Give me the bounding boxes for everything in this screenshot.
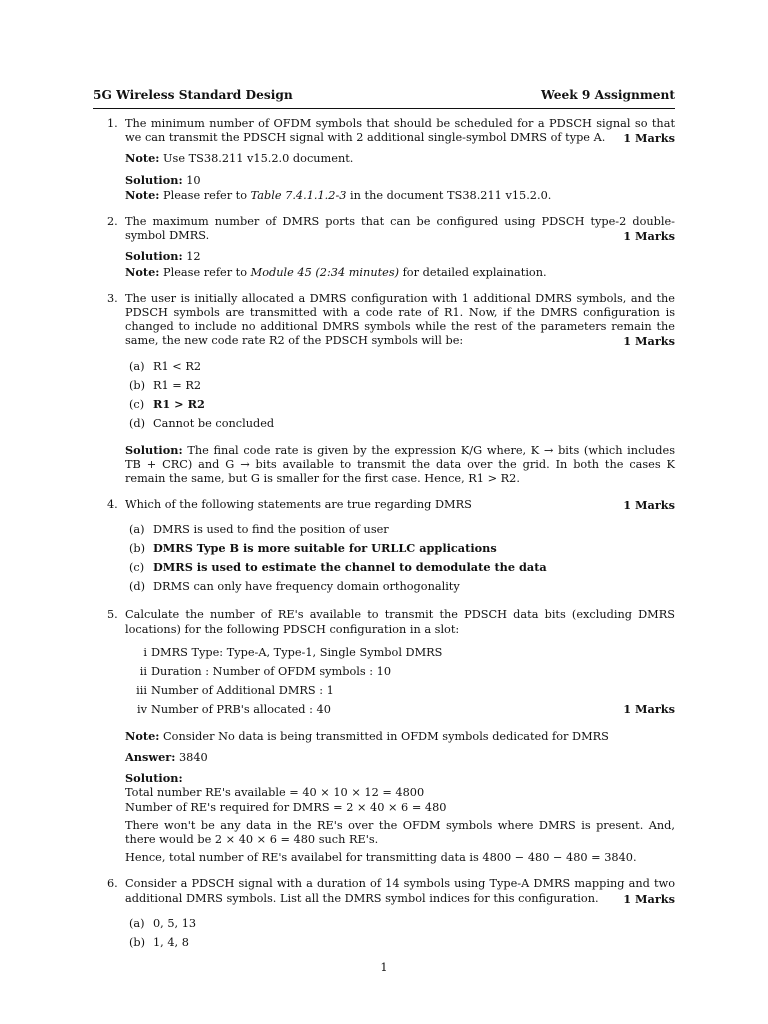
- solution: Solution: 12 Note: Please refer to Module 45 (2:34 minutes) for detailed explaination.: [125, 249, 547, 279]
- config-item-3: iii Number of Additional DMRS : 1: [136, 683, 334, 697]
- answer: Answer: 3840: [125, 750, 208, 765]
- option-a: (a) R1 < R2: [129, 359, 202, 373]
- question-number: 3.: [107, 291, 118, 305]
- module-reference: Module 45 (2:34 minutes): [250, 265, 400, 279]
- question-3: [93, 292, 675, 486]
- question-number: 4.: [107, 498, 118, 512]
- page-number: 1: [380, 961, 388, 974]
- assignment-title: Week 9 Assignment: [541, 88, 675, 102]
- option-a: (a) DMRS is used to find the position of user: [129, 523, 389, 537]
- question-5: [93, 608, 675, 865]
- marks-label: 1 Marks: [623, 891, 675, 906]
- question-text: The user is initially allocated a DMRS configuration with 1 additional DMRS symbols, and the PDSCH symbols are transmitted with a code rate of R1. Now, if the DMRS configuration is changed to include no additional DMRS symbols while the rest of the parameters remain the same, the new code rate R2 of the PDSCH symbols will be: 1 Marks: [125, 291, 675, 349]
- question-list: [93, 117, 675, 964]
- marks-label: 1 Marks: [623, 498, 675, 513]
- solution: Solution: 10 Note: Please refer to Table 7.4.1.1.2-3 in the document TS38.211 v15.2.0.: [125, 172, 552, 202]
- option-b: (b) R1 = R2: [129, 378, 202, 392]
- options-list: [129, 520, 675, 596]
- question-text: The minimum number of OFDM symbols that should be scheduled for a PDSCH signal so that we can transmit the PDSCH signal with 2 additional single-symbol DMRS of type A. 1 Marks: [125, 117, 675, 146]
- marks-label: 1 Marks: [623, 229, 675, 244]
- header-rule: [93, 108, 675, 109]
- config-item-1: i DMRS Type: Type-A, Type-1, Single Symbol DMRS: [143, 645, 443, 659]
- question-1: [93, 117, 675, 203]
- solution: Solution: The final code rate is given by the expression K/G where, K → bits (which includes TB + CRC) and G → bits available to transmit the data over the grid. In both the cases K remain the same, but G is smaller for the first case. Hence, R1 > R2.: [125, 442, 675, 486]
- question-text: Calculate the number of RE's available to transmit the PDSCH data bits (excluding DMRS locations) for the following PDSCH configuration in a slot:: [125, 608, 675, 636]
- option-b-correct: (b) DMRS Type B is more suitable for URLLC applications: [129, 541, 497, 556]
- config-item-2: ii Duration : Number of OFDM symbols : 10: [139, 664, 392, 678]
- page-header: [93, 88, 675, 104]
- marks-label: 1 Marks: [623, 334, 675, 349]
- option-c-correct: (c) R1 > R2: [129, 396, 205, 411]
- question-text: Which of the following statements are true regarding DMRS 1 Marks: [125, 498, 675, 513]
- option-d: (d) DRMS can only have frequency domain orthogonality: [129, 580, 460, 594]
- options-list: [129, 357, 675, 433]
- marks-label: 1 Marks: [623, 701, 675, 716]
- option-c-correct: (c) DMRS is used to estimate the channel to demodulate the data: [129, 560, 547, 575]
- question-number: 5.: [107, 608, 118, 622]
- question-text: The maximum number of DMRS ports that can be configured using PDSCH type-2 double-symbol DMRS. 1 Marks: [125, 215, 675, 244]
- option-a: (a) 0, 5, 13: [129, 916, 197, 930]
- solution: Solution: Total number RE's available = 40 × 10 × 12 = 4800 Number of RE's required for DMRS = 2 × 40 × 6 = 480 There won't be any data in the RE's over the OFDM symbols where DMRS is present. And, there would be 2 × 40 × 6 = 480 such RE's. Hence, total number of RE's availabel for transmitting data is 4800 − 480 − 480 = 3840.: [125, 771, 675, 865]
- question-number: 6.: [107, 877, 118, 891]
- question-6: [93, 877, 675, 951]
- config-item-4: iv Number of PRB's allocated : 40 1 Marks: [129, 700, 675, 719]
- configuration-list: [129, 643, 675, 719]
- question-number: 2.: [107, 215, 118, 229]
- options-list: [129, 914, 675, 952]
- option-d: (d) Cannot be concluded: [129, 416, 275, 430]
- question-number: 1.: [107, 117, 118, 130]
- question-text: Consider a PDSCH signal with a duration of 14 symbols using Type-A DMRS mapping and two additional DMRS symbols. List all the DMRS symbol indices for this configuration. 1 Marks: [125, 877, 675, 906]
- option-b: (b) 1, 4, 8: [129, 935, 189, 949]
- marks-label: 1 Marks: [623, 131, 675, 146]
- note: Note: Consider No data is being transmitted in OFDM symbols dedicated for DMRS: [125, 728, 609, 743]
- table-reference: Table 7.4.1.1.2-3: [250, 188, 347, 202]
- question-2: [93, 215, 675, 280]
- question-4: [93, 498, 675, 596]
- course-title: 5G Wireless Standard Design: [93, 88, 293, 102]
- note: Note: Use TS38.211 v15.2.0 document.: [125, 151, 354, 166]
